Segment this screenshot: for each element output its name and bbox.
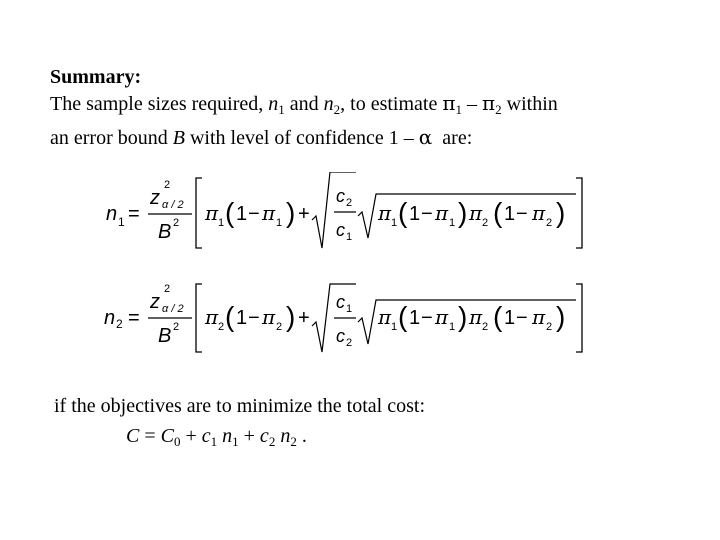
formula2-pi-c: π (469, 305, 483, 329)
intro-within: within (501, 93, 558, 115)
formula2-pi-a: π (378, 305, 392, 329)
formula2-pi2: π (205, 305, 219, 329)
cost-n2-sub: 2 (290, 434, 297, 449)
cost-equation (126, 423, 307, 449)
formula1-pi-d: π (532, 201, 546, 225)
formula1-pi-a-sub: 1 (391, 217, 398, 229)
formula2-minus-c: − (516, 307, 528, 329)
formula-n1 (100, 172, 600, 262)
formula1-B: B (158, 221, 172, 243)
cost-n1: n (222, 425, 233, 447)
intro-text: The sample sizes required, (50, 93, 269, 115)
formula1-frac-bottom: c (336, 220, 345, 240)
intro-minus: – (462, 93, 483, 115)
cost-c1: c (201, 425, 211, 447)
cost-C0: C (160, 425, 174, 447)
formula2-pi-c-sub: 2 (482, 321, 489, 333)
slide-title: Summary: (50, 66, 142, 88)
formula2-pi2b-sub: 2 (276, 321, 283, 333)
var-n1: n (268, 93, 279, 115)
formula2-pi2b: π (262, 305, 276, 329)
formula1-pi1: π (205, 201, 219, 225)
formula1-pi-c-sub: 2 (482, 217, 489, 229)
var-n1-sub: 1 (278, 102, 285, 117)
formula1-plus: + (298, 203, 310, 225)
formula1-frac-bottom-sub: 1 (346, 231, 353, 243)
formula2-paren-close: ) (286, 301, 296, 332)
formula2-z-exp: 2 (164, 283, 171, 295)
formula2-one: 1 (236, 307, 248, 329)
formula1-one: 1 (236, 203, 248, 225)
intro-error-bound: an error bound (50, 127, 173, 149)
var-n2: n (323, 93, 334, 115)
formula1-pi-c: π (469, 201, 483, 225)
formula2-right-bracket (576, 284, 582, 352)
intro-estimate: , to estimate (340, 93, 443, 115)
formula1-pi1b-sub: 1 (276, 217, 283, 229)
cost-C: C (126, 425, 140, 447)
formula1-lhs-sub: 1 (118, 215, 125, 229)
formula2-frac-top: c (336, 292, 345, 312)
intro-are: are: (432, 127, 473, 149)
intro-and: and (284, 93, 324, 115)
formula2-paren2-open: ( (398, 301, 408, 332)
cost-end: . (296, 425, 307, 447)
formula2-pi-d: π (532, 305, 546, 329)
cost-C0-sub: 0 (173, 434, 181, 449)
cost-c1-sub: 1 (210, 434, 218, 449)
formula1-one-c: 1 (504, 203, 516, 225)
var-n2-sub: 2 (333, 102, 341, 117)
formula1-paren-close: ) (286, 197, 296, 228)
formula2-lhs-sub: 2 (116, 317, 123, 331)
formula2-one-c: 1 (504, 307, 516, 329)
var-pi2: π (482, 91, 496, 115)
formula1-z: z (150, 187, 160, 209)
formula2-pi-d-sub: 2 (546, 321, 553, 333)
formula2-z: z (150, 291, 160, 313)
formula2-pi2-sub: 2 (218, 321, 225, 333)
formula1-right-bracket (576, 178, 582, 248)
formula2-one-b: 1 (409, 307, 421, 329)
formula1-z-sub: α / 2 (162, 199, 184, 211)
formula1-paren3-close: ) (556, 197, 566, 228)
formula1-frac-top-sub: 2 (346, 197, 353, 209)
var-pi2-sub: 2 (495, 102, 502, 117)
formula1-pi-b-sub: 1 (449, 217, 456, 229)
formula2-left-bracket (196, 284, 202, 352)
formula1-z-exp: 2 (164, 179, 171, 191)
formula2-equals: = (128, 307, 140, 329)
cost-eq: = (139, 425, 161, 447)
formula1-pi1b: π (262, 201, 276, 225)
intro-line-1 (50, 90, 558, 117)
formula2-paren2-close: ) (458, 301, 468, 332)
formula1-paren3-open: ( (493, 197, 503, 228)
outro-text: if the objectives are to minimize the total cost: (54, 395, 425, 417)
formula2-frac-top-sub: 1 (346, 303, 353, 315)
formula-n2 (100, 282, 600, 372)
var-B: B (172, 127, 185, 149)
cost-plus1: + (180, 425, 202, 447)
formula1-one-b: 1 (409, 203, 421, 225)
formula1-paren-open: ( (225, 197, 235, 228)
var-pi1-sub: 1 (455, 102, 463, 117)
formula1-minus-b: − (421, 203, 433, 225)
formula2-pi-a-sub: 1 (391, 321, 398, 333)
formula2-frac-bottom-sub: 2 (346, 337, 353, 349)
var-pi1: π (442, 91, 456, 115)
formula2-B: B (158, 325, 172, 347)
intro-confidence: with level of confidence 1 – (184, 127, 419, 149)
formula2-plus: + (298, 307, 310, 329)
formula2-minus-b: − (421, 307, 433, 329)
formula2-pi-b-sub: 1 (449, 321, 456, 333)
formula1-pi-b: π (435, 201, 449, 225)
cost-n1-sub: 1 (232, 434, 239, 449)
cost-n2: n (280, 425, 291, 447)
formula2-paren3-open: ( (493, 301, 503, 332)
formula1-pi-d-sub: 2 (546, 217, 553, 229)
formula1-minus-c: − (516, 203, 528, 225)
cost-plus2: + (238, 425, 260, 447)
formula1-pi1-sub: 1 (218, 217, 225, 229)
formula2-paren3-close: ) (556, 301, 566, 332)
formula2-frac-bottom: c (336, 326, 345, 346)
formula1-frac-top: c (336, 186, 345, 206)
intro-line-2 (50, 124, 472, 151)
formula2-minus: − (248, 307, 260, 329)
formula1-left-bracket (196, 178, 202, 248)
formula1-pi-a: π (378, 201, 392, 225)
formula1-paren2-open: ( (398, 197, 408, 228)
formula2-z-sub: α / 2 (162, 303, 184, 315)
formula1-paren2-close: ) (458, 197, 468, 228)
formula2-pi-b: π (435, 305, 449, 329)
formula2-lhs: n (104, 307, 116, 329)
formula2-B-exp: 2 (173, 321, 180, 333)
formula2-paren-open: ( (225, 301, 235, 332)
formula1-B-exp: 2 (173, 217, 180, 229)
cost-c2: c (259, 425, 269, 447)
formula1-minus: − (248, 203, 260, 225)
formula1-lhs: n (106, 203, 118, 225)
var-alpha: α (418, 125, 433, 149)
cost-c2-sub: 2 (268, 434, 276, 449)
formula1-equals: = (128, 203, 140, 225)
